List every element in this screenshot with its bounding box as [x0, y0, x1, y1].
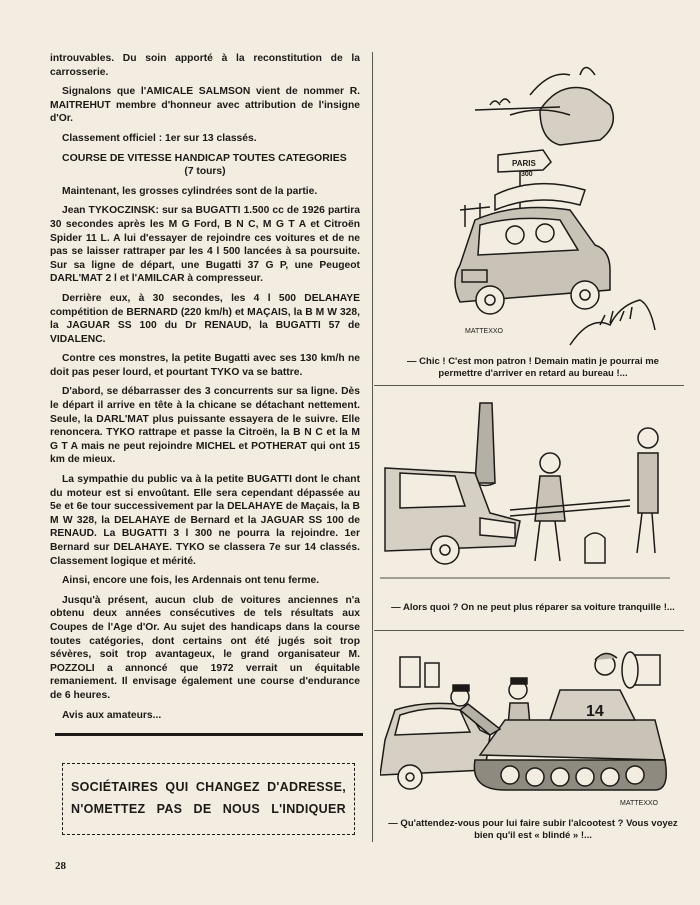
section-rule [55, 733, 363, 736]
paragraph: La sympathie du public va à la petite BUGATTI dont le chant du moteur est si envoûtant. Elle sera cependant dépassée au 5e et 6e tour successivement par la DELAHAYE de Maçais, la B M W 328, la DELAHAYE de Bernard et la JAGUAR SS 100 de RENAUD. La BUGATTI 3 l 300 ne pourra la rejoindre. 1er Bernard sur DELAHAYE. TYKO se classera 7e sur 14 classés. Classement logique et mérité. [50, 474, 360, 567]
page-number: 28 [55, 860, 66, 872]
tank-number: 14 [586, 703, 604, 720]
section-heading: COURSE DE VITESSE HANDICAP TOUTES CATEGORIES [62, 151, 347, 164]
cartoon-caption: — Qu'attendez-vous pour lui faire subir l'alcootest ? Vous voyez bien qu'il est « blindé » !... [388, 818, 678, 841]
notice-line-2 [71, 798, 346, 820]
paragraph: Contre ces monstres, la petite Bugatti avec ses 130 km/h ne doit pas peser lourd, et pourtant TYKO va se battre. [50, 353, 360, 378]
notice-word: L'INDIQUER [271, 802, 346, 816]
cartoon-caption: — Chic ! C'est mon patron ! Demain matin je pourrai me permettre d'arriver en retard au bureau !... [407, 356, 659, 379]
cartoon-caption: — Alors quoi ? On ne peut plus réparer sa voiture tranquille !... [391, 602, 675, 613]
notice-line-1 [71, 776, 346, 798]
panel-separator [374, 385, 684, 386]
notice-word: N'OMETTEZ [71, 802, 146, 816]
notice-word: DE [193, 802, 212, 816]
article-column [50, 52, 360, 728]
paragraph: Jean TYKOCZINSK: sur sa BUGATTI 1.500 cc de 1926 partira 30 secondes après les M G Ford, B N C, M G T A et Citroën Spider 11 L. A lui d'essayer de rejoindre ces voitures et de ne pas se laisser rattraper par les 4 l 500 lancées à sa poursuite. Sur sa ligne de départ, une Bugatti 37 G P, une Peugeot DARL'MAT 2 l et l'AMILCAR à compresseur. [50, 205, 360, 285]
cartoon-boss-car-crash [380, 55, 670, 355]
section-subheading: (7 tours) [184, 166, 226, 178]
paragraph: Avis aux amateurs... [62, 709, 162, 721]
panel-separator [374, 630, 684, 631]
cartoon-tank-police [380, 645, 670, 810]
address-notice-box [62, 763, 355, 835]
notice-word: QUI [165, 780, 189, 794]
sign-distance: 300 [521, 171, 533, 178]
paragraph: Ainsi, encore une fois, les Ardennais ont tenu ferme. [62, 575, 320, 587]
cartoon-car-repair [380, 398, 670, 598]
artist-signature: MATTEXXO [465, 328, 503, 335]
notice-word: D'ADRESSE, [267, 780, 346, 794]
column-divider [372, 52, 373, 842]
cartoon-3-illustration [380, 645, 670, 810]
paragraph: Classement officiel : 1er sur 13 classés. [62, 132, 257, 144]
notice-word: SOCIÉTAIRES [71, 780, 159, 794]
cartoon-2-illustration [380, 398, 670, 598]
notice-word: NOUS [222, 802, 261, 816]
paragraph: introuvables. Du soin apporté à la reconstitution de la carrosserie. [50, 53, 360, 78]
sign-destination: PARIS [512, 159, 536, 168]
artist-signature: MATTEXXO [620, 800, 658, 807]
paragraph: D'abord, se débarrasser des 3 concurrents sur sa ligne. Dès le départ il arrive en tête à la chicane se détachant nettement. Seule, la DARL'MAT plus puissante essayera de le suivre. Elle renoncera. TYKO rattrape et passe la Citroën, la B N C et la M G T A mais ne peut rejoindre MICHEL et POTHERAT qui ont 15 km de mieux. [50, 386, 360, 466]
notice-word: CHANGEZ [195, 780, 260, 794]
cartoon-1-illustration [380, 55, 670, 355]
paragraph: Signalons que l'AMICALE SALMSON vient de nommer R. MAITREHUT membre d'honneur avec attribution de l'insigne d'Or. [50, 86, 360, 125]
paragraph: Jusqu'à présent, aucun club de voitures anciennes n'a obtenu deux années consécutives de tels résultats aux Coupes de l'Age d'Or. Au sujet des handicaps dans la course toutes catégories, dont certains ont été jugés soit trop sévères, soit trop avantageux, le grand organisateur M. POZZOLI a annoncé que 1972 verrait un équitable remaniement. Il envisage également une course d'endurance de 6 heures. [50, 594, 360, 701]
notice-word: PAS [156, 802, 183, 816]
paragraph: Derrière eux, à 30 secondes, les 4 l 500 DELAHAYE compétition de BERNARD (220 km/h) et MAÇAIS, la B M W 328, la JAGUAR SS 100 du Dr RENAUD, la BUGATTI 57 de VIDALENC. [50, 292, 360, 345]
paragraph: Maintenant, les grosses cylindrées sont de la partie. [62, 185, 318, 197]
